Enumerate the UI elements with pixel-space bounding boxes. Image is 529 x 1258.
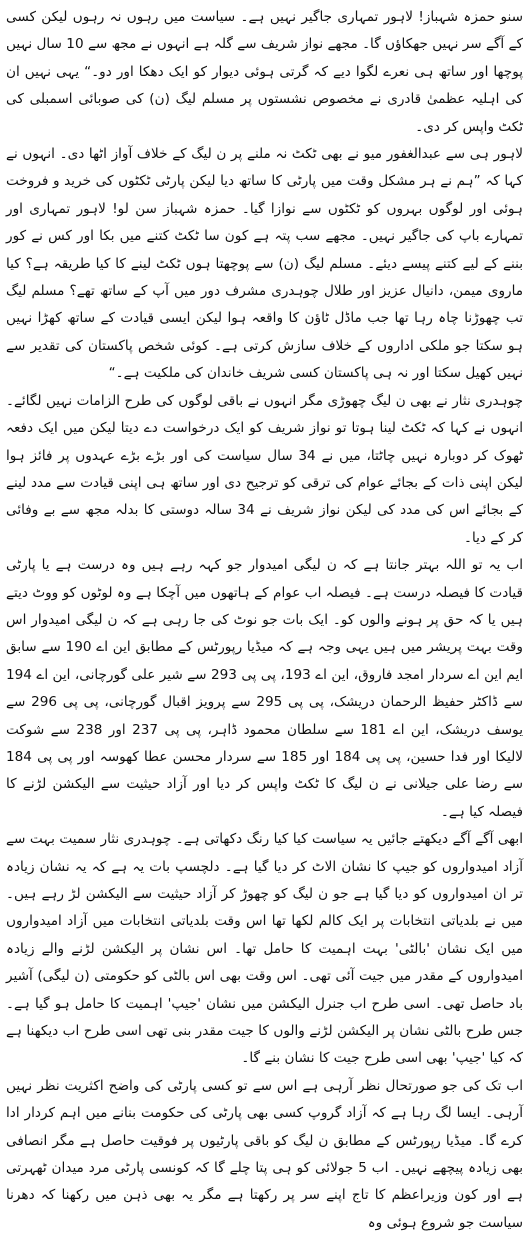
paragraph: چوہدری نثار نے بھی ن لیگ چھوڑی مگر انہوں نے باقی لوگوں کی طرح الزامات نہیں لگائے۔ انہوں نے کہا کہ ٹکٹ لینا ہوتا تو نواز شریف کو ایک درخواست دے دیتا لیکن میں ایک دفعہ ٹھوک کر دوبارہ نہیں چاٹتا، میں نے 34 سال سیاست کی اور بڑے بڑے عہدوں پر فائز ہوا لیکن اپنی ذات کے بجائے عوام کی ترقی کو ترجیح دی اور ساتھ ہی اپنی قیادت سے مدد لینے کے بجائے اس کی مدد کی لیکن نواز شریف نے 34 سالہ دوستی کا بدلہ مجھ سے بے وفائی کر کے دیا۔ (6, 392, 524, 546)
paragraph: اب تک کی جو صورتحال نظر آرہی ہے اس سے تو کسی پارٹی کی واضح اکثریت نظر نہیں آرہی۔ ایسا لگ رہا ہے کہ آزاد گروپ کسی بھی پارٹی کی حکومت بنانے میں اہم کردار ادا کرے گا۔ میڈیا رپورٹس کے مطابق ن لیگ کو باقی پارٹیوں پر فوقیت حاصل ہے مگر انصافی بھی زیادہ پیچھے نہیں۔ اب 5 جولائی کو ہی پتا چلے گا کہ کونسی پارٹی مرد میدان ٹھہرتی ہے اور کون وزیراعظم کا تاج اپنے سر پر رکھتا ہے مگر یہ بھی ذہن میں رکھنا کہ دھرنا سیاست جو شروع ہوئی وہ (6, 1077, 523, 1231)
paragraph: لاہور ہی سے عبدالغفور میو نے بھی ٹکٹ نہ ملنے پر ن لیگ کے خلاف آواز اٹھا دی۔ انہوں نے کہا کہ ”ہم نے ہر مشکل وقت میں پارٹی کا ساتھ دیا لیکن پارٹی ٹکٹوں کی خرید و فروخت ہوئی اور لوگوں بہروں کو ٹکٹوں سے نوازا گیا۔ حمزہ شہباز سن لو! لاہور تمہاری اور تمہارے باپ کی جاگیر نہیں۔ مجھے سب پتہ ہے کون سا ٹکٹ کتنے میں بکا اور کس نے کور بننے کے لیے کتنے پیسے دیئے۔ مسلم لیگ (ن) سے پوچھتا ہوں ٹکٹ لینے کا کیا طریقہ ہے؟ کیا ماروی میمن، دانیال عزیز اور طلال چوہدری مشرف دور میں آپ کے ساتھ تھے؟ مسلم لیگ تب چھوڑنا چاہ رہا تھا جب ماڈل ٹاؤن کا واقعہ ہوا لیکن ایسی قیادت کے ساتھ کھڑا نہیں ہو سکتا جو ملکی اداروں کے خلاف سازش کرتی ہے۔ کوئی شخص پاکستان کی تقدیر سے نہیں کھیل سکتا اور نہ ہی پاکستان کسی شریف خاندان کی ملکیت ہے۔“ (6, 146, 523, 382)
paragraph: ابھی آگے آگے دیکھتے جائیں یہ سیاست کیا کیا رنگ دکھاتی ہے۔ چوہدری نثار سمیت بہت سے آزاد امیدواروں کو جیپ کا نشان الاٹ کر دیا گیا ہے۔ دلچسپ بات یہ ہے کہ یہ نشان زیادہ تر ان امیدواروں کو دیا گیا ہے جو ن لیگ کو چھوڑ کر آزاد حیثیت سے الیکشن لڑ رہے ہیں۔ میں نے بلدیاتی انتخابات پر ایک کالم لکھا تھا اس وقت بلدیاتی انتخابات میں آزاد امیدواروں میں ایک نشان 'بالٹی' بہت اہمیت کا حامل تھا۔ اس نشان پر الیکشن لڑنے والے زیادہ امیدواروں کے مقدر میں جیت آئی تھی۔ اس وقت بھی اس بالٹی کو حکومتی (ن لیگی) آشیر باد حاصل تھی۔ اسی طرح اب جنرل الیکشن میں نشان 'جیپ' اہمیت کا حامل ہو گیا ہے۔ جس طرح بالٹی نشان پر الیکشن لڑنے والوں کا جیت مقدر بنی تھی اسی طرح اب دیکھنا ہے کہ کیا 'جیپ' بھی اسی طرح جیت کا نشان بنے گا۔ (6, 831, 523, 1067)
paragraph: اب یہ تو اللہ بہتر جانتا ہے کہ ن لیگی امیدوار جو کہہ رہے ہیں وہ درست ہے یا پارٹی قیادت کا فیصلہ درست ہے۔ فیصلہ اب عوام کے ہاتھوں میں آچکا ہے وہ لوٹوں کو ووٹ دیتے ہیں یا کہ حق پر ہونے والوں کو۔ ایک بات جو نوٹ کی جا رہی ہے کہ ن لیگی امیدوار اس وقت بہت پریشر میں ہیں یہی وجہ ہے کہ میڈیا رپورٹس کے مطابق این اے 190 سے سابق ایم این اے سردار امجد فاروق، این اے 193، پی پی 293 سے شیر علی گورچانی، این اے 194 سے ڈاکٹر حفیظ الرحمان دریشک، پی پی 295 سے پرویز اقبال گورچانی، پی پی 296 سے یوسف دریشک، این اے 181 سے سلطان محمود ڈاہر، پی پی 237 اور 238 سے شوکت لالیکا اور فدا حسین، پی پی 184 اور 185 سے سردار محسن عطا کھوسہ اور پی پی 184 سے رضا علی جیلانی نے ن لیگ کا ٹکٹ واپس کر دیا اور آزاد حیثیت سے الیکشن لڑنے کا فیصلہ کیا ہے۔ (6, 557, 524, 820)
paragraph: سنو حمزہ شہباز! لاہور تمہاری جاگیر نہیں ہے۔ سیاست میں رہوں نہ رہوں لیکن کسی کے آگے سر نہیں جھکاؤں گا۔ مجھے نواز شریف سے گلہ ہے انہوں نے مجھ سے 10 سال نہیں پوچھا اور ساتھ ہی نعرے لگوا دیے کہ گرتی ہوئی دیوار کو ایک دھکا اور دو۔“ یہی نہیں ان کی اہلیہ عظمیٰ قادری نے مخصوص نشستوں پر مسلم لیگ (ن) کی صوبائی اسمبلی کی ٹکٹ واپس کر دی۔ (6, 9, 523, 135)
